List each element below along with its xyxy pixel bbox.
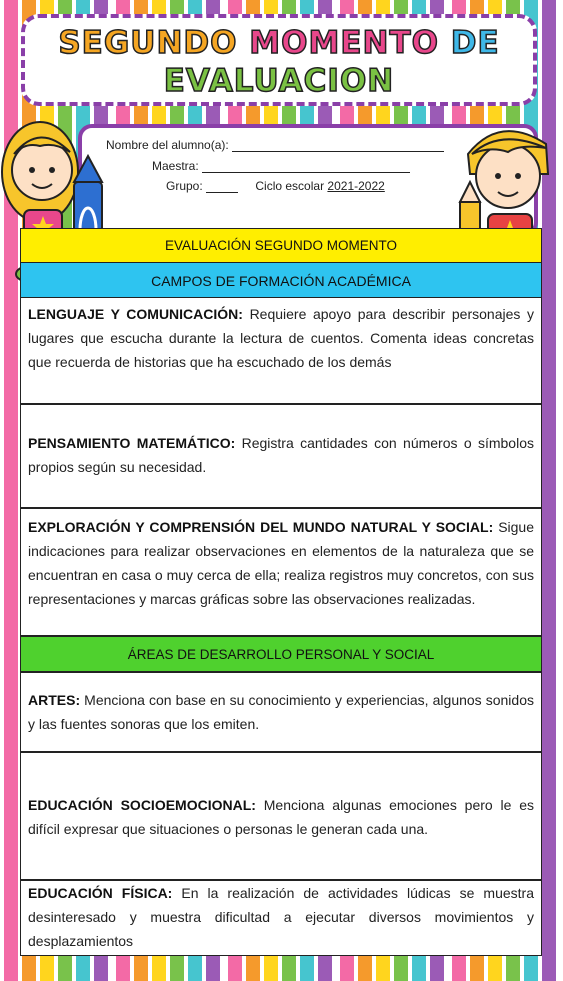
fisica-text: En la realización de actividades lúdicas se muestra desinteresado y muestra dificultad a ejecutar diversos movimientos y desplazamientos <box>28 885 534 949</box>
exploracion-text: Sigue indicaciones para realizar observaciones en elementos de la naturaleza que se encuentran en casa o muy cerca de ella; realiza registros muy concretos, con sus representaciones y marcas gráficas sobre las observaciones realizadas. <box>28 519 534 607</box>
title-word-2: MOMENTO <box>249 25 439 61</box>
exploracion-title: EXPLORACIÓN Y COMPRENSIÓN DEL MUNDO NATURAL Y SOCIAL: <box>28 519 494 535</box>
section-exploracion-mundo <box>21 509 541 637</box>
fisica-title: EDUCACIÓN FÍSICA: <box>28 885 173 901</box>
student-name-row <box>106 138 444 152</box>
title-word-3: DE <box>450 25 500 61</box>
section-socioemocional <box>21 753 541 881</box>
title-line-2: EVALUACION <box>163 63 395 99</box>
artes-text: Menciona con base en su conocimiento y experiencias, algunos sonidos y las fuentes sonoras que los emiten. <box>28 692 534 732</box>
lenguaje-title: LENGUAJE Y COMUNICACIÓN: <box>28 306 243 322</box>
title-word-1: SEGUNDO <box>58 25 238 61</box>
group-field[interactable] <box>206 192 238 193</box>
group-label: Grupo: <box>166 179 203 193</box>
header-evaluacion-segundo-momento: EVALUACIÓN SEGUNDO MOMENTO <box>21 229 541 263</box>
section-lenguaje-comunicacion <box>21 298 541 405</box>
artes-title: ARTES: <box>28 692 81 708</box>
teacher-label: Maestra: <box>152 159 199 173</box>
cycle-label: Ciclo escolar <box>255 179 325 193</box>
header-areas-desarrollo-personal: ÁREAS DE DESARROLLO PERSONAL Y SOCIAL <box>21 637 541 673</box>
student-name-label: Nombre del alumno(a): <box>106 138 229 152</box>
title-banner <box>21 14 537 106</box>
evaluation-table <box>20 228 542 956</box>
student-name-field[interactable] <box>232 151 444 152</box>
group-row <box>166 179 385 193</box>
teacher-row <box>152 159 410 173</box>
matematico-text: Registra cantidades con números o símbolos propios según su necesidad. <box>28 435 534 475</box>
section-pensamiento-matematico <box>21 405 541 509</box>
header-campos-formacion-academica: CAMPOS DE FORMACIÓN ACADÉMICA <box>21 263 541 298</box>
socioemocional-text: Menciona algunas emociones pero le es difícil expresar que situaciones o personas le generan cada una. <box>28 797 534 837</box>
title-line-1 <box>25 24 533 62</box>
socioemocional-title: EDUCACIÓN SOCIOEMOCIONAL: <box>28 797 256 813</box>
matematico-title: PENSAMIENTO MATEMÁTICO: <box>28 435 236 451</box>
teacher-field[interactable] <box>202 172 410 173</box>
lenguaje-text: Requiere apoyo para describir personajes y lugares que escucha durante la lectura de cuentos. Comenta ideas concretas que recuerda de historias que ha escuchado de los demás <box>28 306 534 370</box>
section-artes <box>21 673 541 753</box>
cycle-value: 2021-2022 <box>327 179 385 193</box>
section-educacion-fisica <box>21 881 541 955</box>
